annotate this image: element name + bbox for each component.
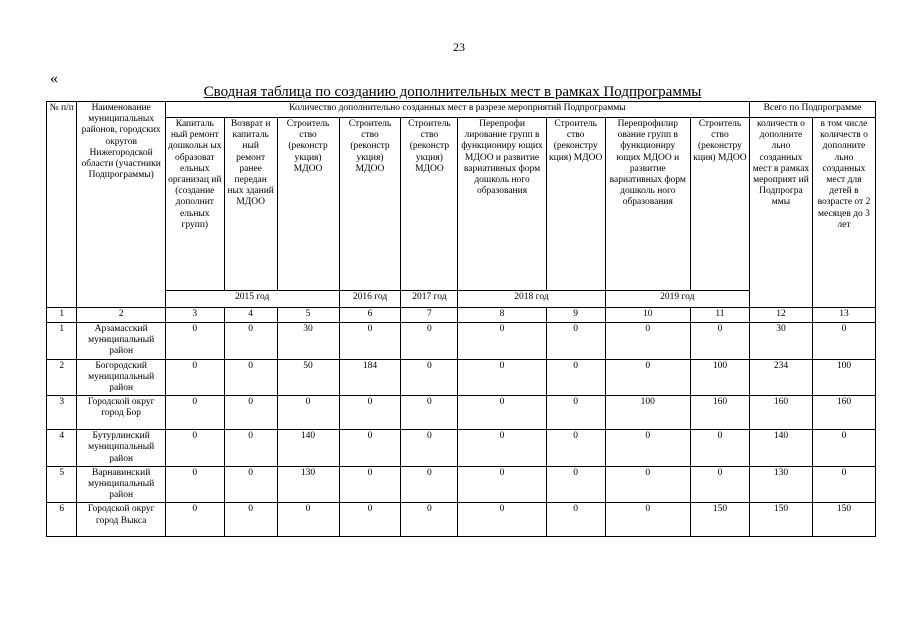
cell-value: 0 — [458, 466, 546, 503]
cell-value: 0 — [812, 466, 875, 503]
header-col-9: Строитель ство (реконстру кция) МДОО — [546, 118, 605, 291]
row-number: 5 — [47, 466, 77, 503]
cell-value: 140 — [749, 430, 812, 467]
row-name: Городской округ город Бор — [77, 396, 165, 430]
cell-value: 100 — [812, 359, 875, 396]
col-number: 3 — [165, 308, 224, 323]
cell-value: 130 — [749, 466, 812, 503]
col-number: 1 — [47, 308, 77, 323]
year-2015: 2015 год — [165, 291, 339, 308]
row-name: Бутурлинский муниципальный район — [77, 430, 165, 467]
header-col-10: Перепрофилир ование групп в функциониру ющих МДОО и развитие вариативных форм дошколь ного образования — [605, 118, 690, 291]
cell-value: 0 — [339, 503, 401, 537]
cell-value: 0 — [401, 359, 458, 396]
cell-value: 150 — [749, 503, 812, 537]
col-number: 8 — [458, 308, 546, 323]
cell-value: 0 — [458, 396, 546, 430]
table-title: Сводная таблица по созданию дополнительных мест в рамках Подпрограммы — [203, 84, 702, 100]
col-number: 6 — [339, 308, 401, 323]
cell-value: 140 — [277, 430, 339, 467]
table-row — [47, 396, 876, 430]
cell-value: 0 — [690, 323, 749, 360]
cell-value: 30 — [749, 323, 812, 360]
page-number: 23 — [453, 40, 465, 54]
row-number: 2 — [47, 359, 77, 396]
table-row — [47, 466, 876, 503]
cell-value: 150 — [812, 503, 875, 537]
header-col-11: Строитель ство (реконстру кция) МДОО — [690, 118, 749, 291]
cell-value: 0 — [165, 466, 224, 503]
cell-value: 0 — [458, 430, 546, 467]
cell-value: 0 — [458, 323, 546, 360]
table-row — [47, 430, 876, 467]
cell-value: 0 — [165, 503, 224, 537]
cell-value: 0 — [605, 466, 690, 503]
header-row-columns — [47, 118, 876, 291]
year-2018: 2018 год — [458, 291, 605, 308]
cell-value: 0 — [546, 430, 605, 467]
cell-value: 0 — [401, 323, 458, 360]
cell-value: 0 — [224, 323, 277, 360]
cell-value: 0 — [224, 503, 277, 537]
cell-value: 0 — [339, 396, 401, 430]
cell-value: 0 — [339, 466, 401, 503]
cell-value: 0 — [546, 503, 605, 537]
cell-value: 0 — [165, 396, 224, 430]
column-numbers-row — [47, 308, 876, 323]
cell-value: 50 — [277, 359, 339, 396]
cell-value: 0 — [224, 430, 277, 467]
cell-value: 0 — [165, 323, 224, 360]
cell-value: 0 — [605, 430, 690, 467]
quote-mark: « — [50, 70, 58, 87]
header-col-8: Перепрофи лирование групп в функциониру ющих МДОО и развитие вариативных форм дошколь ного образования — [458, 118, 546, 291]
cell-value: 0 — [224, 466, 277, 503]
cell-value: 0 — [339, 323, 401, 360]
cell-value: 100 — [605, 396, 690, 430]
header-col-13: в том числе количеств о дополните льно созданных мест для детей в возрасте от 2 месяцев до 3 лет — [812, 118, 875, 308]
row-name: Варнавинский муниципальный район — [77, 466, 165, 503]
cell-value: 0 — [690, 466, 749, 503]
header-group-total: Всего по Подпрограмме — [749, 102, 875, 118]
year-2017: 2017 год — [401, 291, 458, 308]
cell-value: 0 — [401, 503, 458, 537]
header-col-12: количеств о дополните льно созданных мест в рамках мероприят ий Подпрогра ммы — [749, 118, 812, 308]
col-number: 11 — [690, 308, 749, 323]
cell-value: 0 — [165, 359, 224, 396]
table-row — [47, 323, 876, 360]
cell-value: 160 — [690, 396, 749, 430]
header-col-4: Возврат и капиталь ный ремонт ранее передан ных зданий МДОО — [224, 118, 277, 291]
cell-value: 0 — [224, 396, 277, 430]
cell-value: 30 — [277, 323, 339, 360]
col-number: 5 — [277, 308, 339, 323]
cell-value: 234 — [749, 359, 812, 396]
cell-value: 0 — [605, 503, 690, 537]
cell-value: 150 — [690, 503, 749, 537]
cell-value: 0 — [546, 466, 605, 503]
header-row-groups — [47, 102, 876, 118]
cell-value: 160 — [812, 396, 875, 430]
row-name: Арзамасский муниципальный район — [77, 323, 165, 360]
cell-value: 0 — [605, 359, 690, 396]
cell-value: 100 — [690, 359, 749, 396]
cell-value: 0 — [401, 396, 458, 430]
col-number: 12 — [749, 308, 812, 323]
col-number: 4 — [224, 308, 277, 323]
header-col-5: Строитель ство (реконстр укция) МДОО — [277, 118, 339, 291]
cell-value: 0 — [277, 396, 339, 430]
col-number: 2 — [77, 308, 165, 323]
cell-value: 0 — [224, 359, 277, 396]
row-number: 6 — [47, 503, 77, 537]
col-number: 13 — [812, 308, 875, 323]
cell-value: 0 — [277, 503, 339, 537]
cell-value: 0 — [605, 323, 690, 360]
row-number: 4 — [47, 430, 77, 467]
cell-value: 0 — [401, 466, 458, 503]
year-2016: 2016 год — [339, 291, 401, 308]
header-col-6: Строитель ство (реконстр укция) МДОО — [339, 118, 401, 291]
header-name: Наименование муниципальных районов, городских округов Нижегородской области (участники Подпрограммы) — [77, 102, 165, 308]
table-row — [47, 359, 876, 396]
cell-value: 0 — [690, 430, 749, 467]
cell-value: 0 — [401, 430, 458, 467]
cell-value: 0 — [546, 396, 605, 430]
row-number: 1 — [47, 323, 77, 360]
table-row — [47, 503, 876, 537]
cell-value: 0 — [546, 323, 605, 360]
summary-table — [46, 101, 876, 537]
col-number: 10 — [605, 308, 690, 323]
col-number: 7 — [401, 308, 458, 323]
cell-value: 0 — [812, 430, 875, 467]
cell-value: 0 — [339, 430, 401, 467]
cell-value: 0 — [812, 323, 875, 360]
col-number: 9 — [546, 308, 605, 323]
cell-value: 0 — [458, 359, 546, 396]
header-group-activities: Количество дополнительно созданных мест в разрезе мероприятий Подпрограммы — [165, 102, 749, 118]
row-number: 3 — [47, 396, 77, 430]
cell-value: 130 — [277, 466, 339, 503]
cell-value: 0 — [546, 359, 605, 396]
row-name: Городской округ город Выкса — [77, 503, 165, 537]
cell-value: 160 — [749, 396, 812, 430]
row-name: Богородский муниципальный район — [77, 359, 165, 396]
header-col-3: Капиталь ный ремонт дошкольн ых образоват ельных организац ий (создание дополнит ельных групп) — [165, 118, 224, 291]
cell-value: 184 — [339, 359, 401, 396]
year-2019: 2019 год — [605, 291, 749, 308]
cell-value: 0 — [165, 430, 224, 467]
header-num: № п/п — [47, 102, 77, 308]
cell-value: 0 — [458, 503, 546, 537]
header-col-7: Строитель ство (реконстр укция) МДОО — [401, 118, 458, 291]
